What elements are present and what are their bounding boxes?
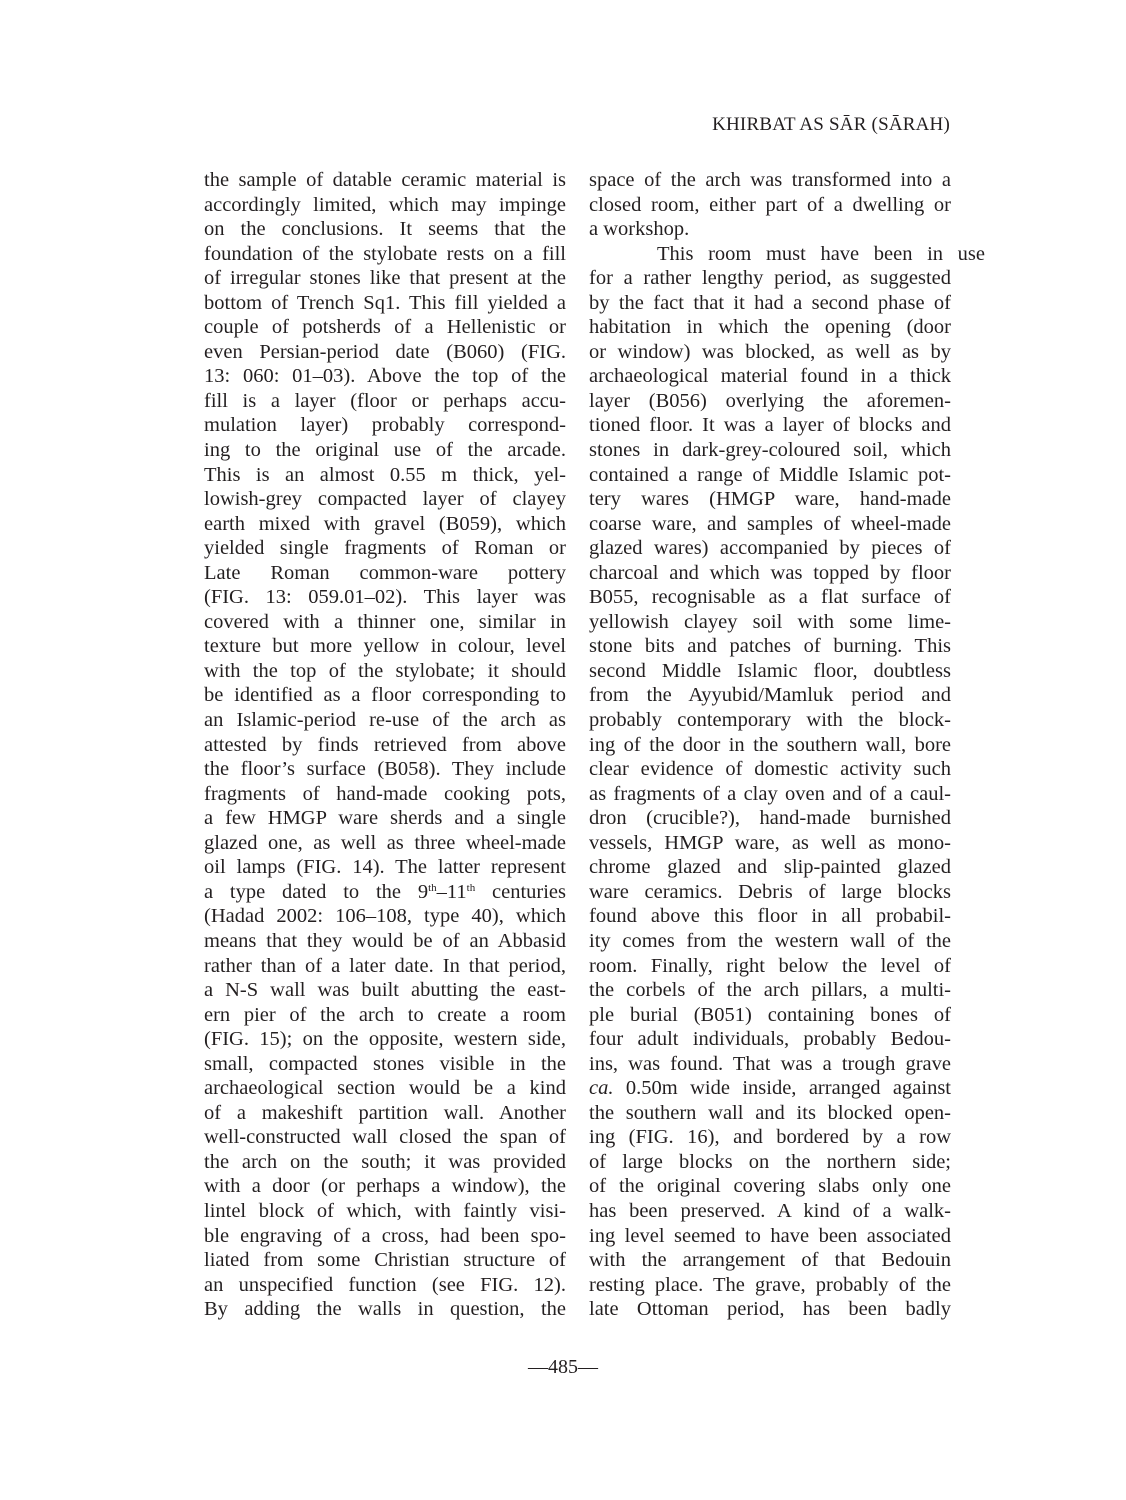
text-line-superscript: a type dated to the 9th–11th centuries [204,880,567,903]
text-line: vessels, HMGP ware, as well as mono- [589,831,951,854]
text-line: stones in dark-grey-coloured soil, which [589,439,951,462]
text-line: well-constructed wall closed the span of [204,1126,566,1149]
text-line: from the Ayyubid/Mamluk period and [589,684,951,707]
text-line: glazed one, as well as three wheel-made [204,831,566,854]
text-line: stone bits and patches of burning. This [589,635,951,658]
text-line: layer (B056) overlying the aforemen- [589,389,951,412]
text-line: with the top of the stylobate; it should [204,659,566,682]
text-line: on the conclusions. It seems that the [204,218,566,241]
text-line: (Hadad 2002: 106–108, type 40), which [204,905,566,928]
text-line: late Ottoman period, has been badly [589,1298,951,1321]
text-line: ware ceramics. Debris of large blocks [589,880,951,903]
text-line: fill is a layer (floor or perhaps accu- [204,389,566,412]
text-line: ing of the door in the southern wall, bore [589,733,951,756]
text-line: an Islamic-period re-use of the arch as [204,709,566,732]
text-line: tioned floor. It was a layer of blocks and [589,414,951,437]
text-line: as fragments of a clay oven and of a caul- [589,782,951,805]
text-line: of a makeshift partition wall. Another [204,1101,566,1124]
text-line: ing level seemed to have been associated [589,1224,951,1247]
text-line: the southern wall and its blocked open- [589,1101,951,1124]
text-line-paragraph-end: a workshop. [589,218,690,241]
text-line: four adult individuals, probably Bedou- [589,1028,951,1051]
text-line: by the fact that it had a second phase of [589,291,951,314]
text-line: ing (FIG. 16), and bordered by a row [589,1126,951,1149]
text-line: B055, recognisable as a flat surface of [589,586,951,609]
text-line: tery wares (HMGP ware, hand-made [589,488,951,511]
text-line: glazed wares) accompanied by pieces of [589,537,951,560]
text-line: ing to the original use of the arcade. [204,439,566,462]
text-line: archaeological material found in a thick [589,365,951,388]
text-line: accordingly limited, which may impinge [204,193,566,216]
text-line: a N-S wall was built abutting the east- [204,979,566,1002]
text-line: lowish-grey compacted layer of clayey [204,488,566,511]
text-line: ple burial (B051) containing bones of [589,1003,951,1026]
text-line: the arch on the south; it was provided [204,1150,566,1173]
text-line: texture but more yellow in colour, level [204,635,566,658]
text-line: or window) was blocked, as well as by [589,340,951,363]
text-line: rather than of a later date. In that period, [204,954,566,977]
text-line: means that they would be of an Abbasid [204,929,566,952]
text-line: the floor’s surface (B058). They include [204,758,566,781]
text-line: contained a range of Middle Islamic pot- [589,463,951,486]
text-line: ern pier of the arch to create a room [204,1003,566,1026]
text-line: archaeological section would be a kind [204,1077,566,1100]
text-line: second Middle Islamic floor, doubtless [589,659,951,682]
text-line: attested by finds retrieved from above [204,733,566,756]
text-line: By adding the walls in question, the [204,1298,566,1321]
text-line-paragraph-start: This room must have been in use [657,242,985,265]
text-line: space of the arch was transformed into a [589,169,951,191]
text-line: even Persian-period date (B060) (FIG. [204,340,566,363]
page-number: —485— [528,1356,598,1378]
text-line: ity comes from the western wall of the [589,929,951,952]
text-line: ins, was found. That was a trough grave [589,1052,951,1075]
text-line: an unspecified function (see FIG. 12). [204,1273,566,1296]
text-line: coarse ware, and samples of wheel-made [589,512,951,535]
text-line: with the arrangement of that Bedouin [589,1249,951,1272]
text-line: for a rather lengthy period, as suggested [589,267,951,290]
text-line: clear evidence of domestic activity such [589,758,951,781]
text-line: bottom of Trench Sq1. This fill yielded a [204,291,566,314]
text-line: oil lamps (FIG. 14). The latter represent [204,856,566,879]
text-line: lintel block of which, with faintly visi- [204,1199,566,1222]
text-line: mulation layer) probably correspond- [204,414,566,437]
text-line: fragments of hand-made cooking pots, [204,782,566,805]
text-line: the sample of datable ceramic material is [204,169,566,191]
text-line: (FIG. 15); on the opposite, western side, [204,1028,566,1051]
text-line: closed room, either part of a dwelling or [589,193,951,216]
superscript-th: th [466,881,476,894]
superscript-th: th [428,881,437,894]
text-line: habitation in which the opening (door [589,316,951,339]
text-line: yielded single fragments of Roman or [204,537,566,560]
text-line: This is an almost 0.55 m thick, yel- [204,463,566,486]
text-line: of irregular stones like that present at the [204,267,566,290]
text-line: small, compacted stones visible in the [204,1052,566,1075]
text-line: covered with a thinner one, similar in [204,610,566,633]
text-line: couple of potsherds of a Hellenistic or [204,316,566,339]
text-line: of the original covering slabs only one [589,1175,951,1198]
text-line: with a door (or perhaps a window), the [204,1175,566,1198]
running-head: KHIRBAT AS SĀR (SĀRAH) [712,114,950,135]
text-line: dron (crucible?), hand-made burnished [589,807,951,830]
text-line: found above this floor in all probabil- [589,905,951,928]
text-line: chrome glazed and slip-painted glazed [589,856,951,879]
text-line: (FIG. 13: 059.01–02). This layer was [204,586,566,609]
text-line: Late Roman common-ware pottery [204,561,566,584]
italic-abbreviation: ca. [589,1077,614,1100]
text-line: a few HMGP ware sherds and a single [204,807,566,830]
text-line: ble engraving of a cross, had been spo- [204,1224,566,1247]
text-column-left [204,168,566,1322]
text-line: the corbels of the arch pillars, a multi- [589,979,951,1002]
text-line: charcoal and which was topped by floor [589,561,951,584]
text-line: probably contemporary with the block- [589,709,951,732]
text-line: be identified as a floor corresponding to [204,684,566,707]
text-line: room. Finally, right below the level of [589,954,951,977]
text-line: earth mixed with gravel (B059), which [204,512,566,535]
text-line: has been preserved. A kind of a walk- [589,1199,951,1222]
text-line: liated from some Christian structure of [204,1249,566,1272]
text-column-right [589,168,985,1322]
text-line: yellowish clayey soil with some lime- [589,610,951,633]
text-line-italic: ca. 0.50m wide inside, arranged against [589,1077,951,1100]
text-line: 13: 060: 01–03). Above the top of the [204,365,566,388]
text-line: resting place. The grave, probably of the [589,1273,951,1296]
text-line: of large blocks on the northern side; [589,1150,951,1173]
text-line: foundation of the stylobate rests on a fill [204,242,566,265]
